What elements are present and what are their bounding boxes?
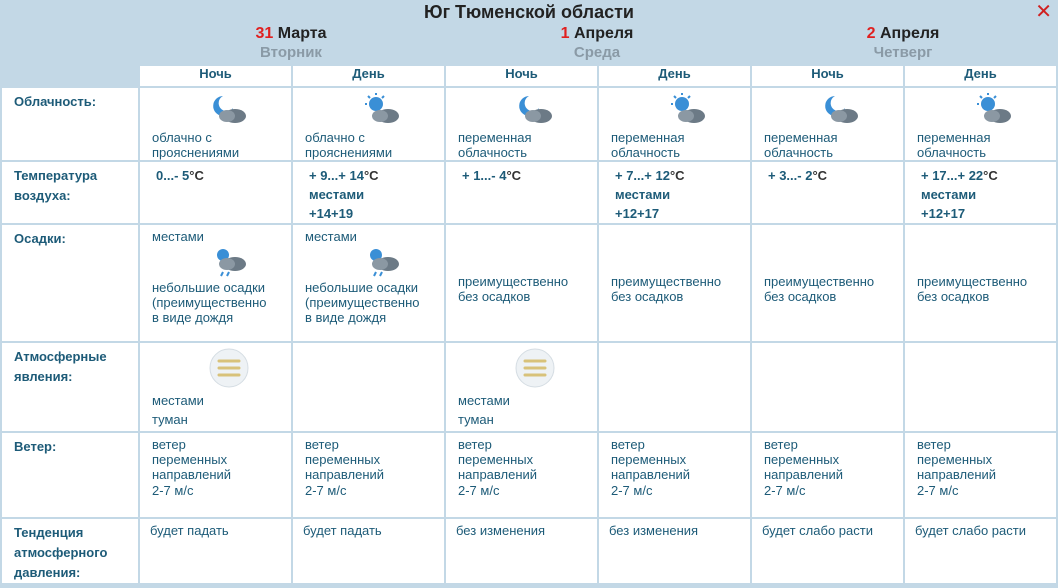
precip-text: без осадков bbox=[611, 289, 684, 304]
period-row bbox=[2, 66, 1056, 86]
temp-unit: °C bbox=[363, 168, 379, 183]
temp-note: местами bbox=[921, 187, 977, 202]
day-header-3 bbox=[750, 24, 1056, 62]
period-night: Ночь bbox=[752, 66, 903, 86]
rain-cloud-icon bbox=[152, 244, 285, 280]
cloud-text: облачность bbox=[917, 145, 987, 160]
cloud-cell bbox=[446, 88, 597, 160]
sun-cloud-icon bbox=[917, 92, 1050, 130]
cloud-cell bbox=[905, 88, 1056, 160]
day-header-2 bbox=[444, 24, 750, 62]
row-label-line: Тенденция bbox=[14, 525, 84, 540]
wind-cell bbox=[293, 433, 444, 517]
precip-cell bbox=[293, 225, 444, 341]
phen-cell bbox=[446, 343, 597, 431]
row-label-pressure bbox=[2, 519, 138, 583]
period-day: День bbox=[905, 66, 1056, 86]
cloud-text: переменная bbox=[764, 130, 838, 145]
wind-text: ветер bbox=[611, 437, 645, 452]
wind-text: переменных bbox=[458, 452, 534, 467]
precip-cell bbox=[599, 225, 750, 341]
wind-cell bbox=[446, 433, 597, 517]
cloud-text: облачность bbox=[458, 145, 528, 160]
day-month: Марта bbox=[277, 25, 327, 42]
precip-row bbox=[2, 225, 1056, 341]
day-weekday: Среда bbox=[573, 44, 621, 61]
precip-text: преимущественно bbox=[764, 274, 875, 289]
precip-cell bbox=[140, 225, 291, 341]
temp-range: + 1...- 4 bbox=[462, 168, 507, 183]
precip-text: небольшие осадки bbox=[152, 280, 266, 295]
wind-text: переменных bbox=[611, 452, 687, 467]
fog-icon bbox=[458, 347, 591, 391]
cloud-text: облачно с bbox=[152, 130, 212, 145]
pressure-text: будет слабо расти bbox=[915, 523, 1026, 538]
phen-cell bbox=[293, 343, 444, 431]
wind-row bbox=[2, 433, 1056, 517]
temp-range: + 9...+ 14 bbox=[309, 168, 364, 183]
period-night: Ночь bbox=[140, 66, 291, 86]
wind-text: ветер bbox=[764, 437, 798, 452]
wind-text: направлений bbox=[305, 467, 385, 482]
phen-cell bbox=[905, 343, 1056, 431]
row-label-cloud: Облачность: bbox=[2, 88, 138, 160]
precip-text: преимущественно bbox=[611, 274, 722, 289]
cloud-cell bbox=[140, 88, 291, 160]
wind-text: ветер bbox=[458, 437, 492, 452]
temp-alt-range: +12+17 bbox=[615, 206, 660, 221]
wind-cell bbox=[752, 433, 903, 517]
precip-cell bbox=[752, 225, 903, 341]
page-title: Юг Тюменской области bbox=[424, 2, 634, 22]
wind-speed: 2-7 м/с bbox=[305, 483, 347, 498]
wind-text: направлений bbox=[764, 467, 844, 482]
day-header-1 bbox=[138, 24, 444, 62]
phen-cell bbox=[140, 343, 291, 431]
precip-text: преимущественно bbox=[917, 274, 1028, 289]
precip-text: (преимущественно bbox=[305, 295, 420, 310]
pressure-cell bbox=[140, 519, 291, 583]
day-number: 2 bbox=[866, 25, 876, 42]
pressure-text: будет падать bbox=[303, 523, 382, 538]
wind-cell bbox=[140, 433, 291, 517]
phen-text: туман bbox=[152, 412, 188, 427]
temp-cell bbox=[905, 162, 1056, 223]
temp-range: + 3...- 2 bbox=[768, 168, 813, 183]
phen-cell bbox=[599, 343, 750, 431]
row-label-line: Температура bbox=[14, 168, 98, 183]
period-day: День bbox=[599, 66, 750, 86]
wind-speed: 2-7 м/с bbox=[611, 483, 653, 498]
pressure-text: без изменения bbox=[456, 523, 546, 538]
row-label-wind: Ветер: bbox=[2, 433, 138, 517]
wind-text: ветер bbox=[305, 437, 339, 452]
row-label-line: явления: bbox=[14, 369, 73, 384]
row-label-line: Атмосферные bbox=[14, 349, 107, 364]
wind-speed: 2-7 м/с bbox=[764, 483, 806, 498]
precip-text: без осадков bbox=[458, 289, 531, 304]
forecast-table bbox=[0, 64, 1058, 585]
precip-cell bbox=[446, 225, 597, 341]
cloud-text: прояснениями bbox=[305, 145, 393, 160]
wind-text: направлений bbox=[611, 467, 691, 482]
sun-cloud-icon bbox=[305, 92, 438, 130]
temp-unit: °C bbox=[506, 168, 522, 183]
wind-text: направлений bbox=[458, 467, 538, 482]
temp-cell bbox=[752, 162, 903, 223]
period-day: День bbox=[293, 66, 444, 86]
row-label-precip: Осадки: bbox=[2, 225, 138, 341]
pressure-cell bbox=[446, 519, 597, 583]
wind-cell bbox=[905, 433, 1056, 517]
day-number: 31 bbox=[255, 25, 274, 42]
precip-text: в виде дождя bbox=[305, 310, 387, 325]
cloud-text: переменная bbox=[917, 130, 991, 145]
precip-text: без осадков bbox=[764, 289, 837, 304]
day-month: Апреля bbox=[879, 25, 940, 42]
precip-cell bbox=[905, 225, 1056, 341]
temp-unit: °C bbox=[669, 168, 685, 183]
precip-top: местами bbox=[152, 229, 204, 244]
pressure-cell bbox=[752, 519, 903, 583]
cloud-text: переменная bbox=[611, 130, 685, 145]
wind-speed: 2-7 м/с bbox=[917, 483, 959, 498]
day-month: Апреля bbox=[573, 25, 634, 42]
wind-text: переменных bbox=[152, 452, 228, 467]
wind-speed: 2-7 м/с bbox=[152, 483, 194, 498]
period-night: Ночь bbox=[446, 66, 597, 86]
day-number: 1 bbox=[560, 25, 570, 42]
wind-text: переменных bbox=[764, 452, 840, 467]
temp-alt-range: +12+17 bbox=[921, 206, 966, 221]
row-label-line: воздуха: bbox=[14, 188, 71, 203]
pressure-cell bbox=[293, 519, 444, 583]
temp-cell bbox=[599, 162, 750, 223]
wind-text: переменных bbox=[917, 452, 993, 467]
phen-text: местами bbox=[458, 393, 510, 408]
precip-text: в виде дождя bbox=[152, 310, 234, 325]
precip-text: без осадков bbox=[917, 289, 990, 304]
precip-top: местами bbox=[305, 229, 357, 244]
day-weekday: Четверг bbox=[873, 44, 933, 61]
temp-alt-range: +14+19 bbox=[309, 206, 354, 221]
wind-cell bbox=[599, 433, 750, 517]
moon-cloud-icon bbox=[458, 92, 591, 130]
cloud-cell bbox=[599, 88, 750, 160]
sun-cloud-icon bbox=[611, 92, 744, 130]
phen-text: туман bbox=[458, 412, 494, 427]
wind-text: переменных bbox=[305, 452, 381, 467]
temp-unit: °C bbox=[189, 168, 204, 183]
row-label-temp bbox=[2, 162, 138, 223]
pressure-text: будет слабо расти bbox=[762, 523, 873, 538]
close-icon[interactable]: ✕ bbox=[1035, 1, 1052, 23]
temp-range: 0...- 5 bbox=[156, 168, 190, 183]
wind-text: направлений bbox=[917, 467, 997, 482]
temp-cell bbox=[140, 162, 291, 223]
row-label-phen bbox=[2, 343, 138, 431]
fog-icon bbox=[152, 347, 285, 391]
precip-text: небольшие осадки bbox=[305, 280, 419, 295]
corner-cell bbox=[2, 66, 138, 86]
temp-cell bbox=[446, 162, 597, 223]
phen-cell bbox=[752, 343, 903, 431]
cloud-text: прояснениями bbox=[152, 145, 240, 160]
temp-range: + 7...+ 12 bbox=[615, 168, 670, 183]
cloud-cell bbox=[752, 88, 903, 160]
temp-unit: °C bbox=[812, 168, 828, 183]
wind-text: ветер bbox=[152, 437, 186, 452]
row-label-line: атмосферного bbox=[14, 545, 108, 560]
temp-note: местами bbox=[309, 187, 365, 202]
precip-text: преимущественно bbox=[458, 274, 569, 289]
pressure-row bbox=[2, 519, 1056, 583]
precip-text: (преимущественно bbox=[152, 295, 267, 310]
moon-cloud-icon bbox=[152, 92, 285, 130]
cloud-text: облачно с bbox=[305, 130, 365, 145]
phen-text: местами bbox=[152, 393, 204, 408]
wind-text: направлений bbox=[152, 467, 232, 482]
pressure-text: без изменения bbox=[609, 523, 699, 538]
pressure-text: будет падать bbox=[150, 523, 229, 538]
cloud-text: облачность bbox=[611, 145, 681, 160]
day-weekday: Вторник bbox=[260, 44, 322, 61]
temp-row bbox=[2, 162, 1056, 223]
temp-range: + 17...+ 22 bbox=[921, 168, 984, 183]
cloud-row bbox=[2, 88, 1056, 160]
pressure-cell bbox=[905, 519, 1056, 583]
cloud-text: переменная bbox=[458, 130, 532, 145]
temp-unit: °C bbox=[983, 168, 998, 183]
phen-row bbox=[2, 343, 1056, 431]
rain-cloud-icon bbox=[305, 244, 438, 280]
temp-cell bbox=[293, 162, 444, 223]
cloud-text: облачность bbox=[764, 145, 834, 160]
row-label-line: давления: bbox=[14, 565, 81, 580]
cloud-cell bbox=[293, 88, 444, 160]
wind-text: ветер bbox=[917, 437, 951, 452]
moon-cloud-icon bbox=[764, 92, 897, 130]
wind-speed: 2-7 м/с bbox=[458, 483, 500, 498]
pressure-cell bbox=[599, 519, 750, 583]
temp-note: местами bbox=[615, 187, 671, 202]
